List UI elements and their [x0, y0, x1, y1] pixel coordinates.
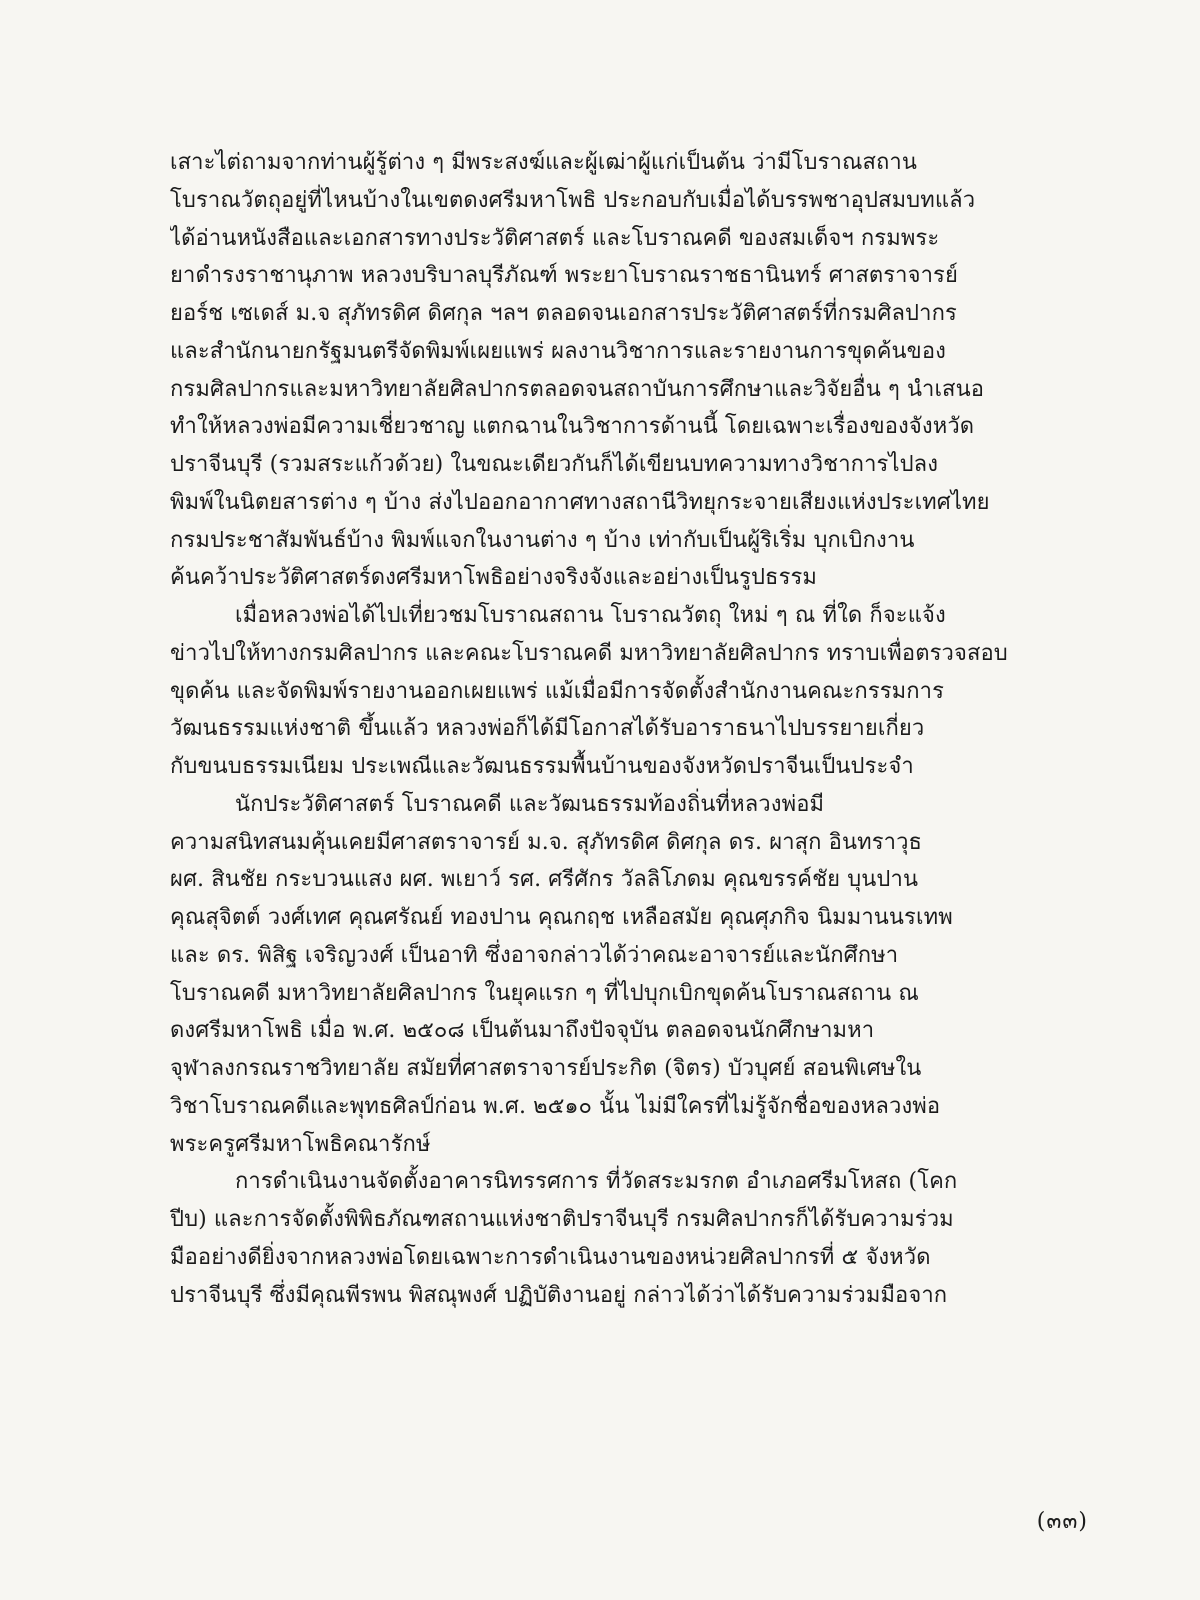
- text-line-16: วัฒนธรรมแห่งชาติ ขึ้นแล้ว หลวงพ่อก็ได้มีโอกาสได้รับอาราธนาไปบรรยายเกี่ยว: [170, 716, 925, 742]
- text-line-24: ดงศรีมหาโพธิ เมื่อ พ.ศ. ๒๕๐๘ เป็นต้นมาถึงปัจจุบัน ตลอดจนนักศึกษามหา: [170, 1018, 875, 1044]
- text-line-28: การดำเนินงานจัดตั้งอาคารนิทรรศการ ที่วัดสระมรกต อำเภอศรีมโหสถ (โคก: [235, 1169, 958, 1195]
- text-line-10: พิมพ์ในนิตยสารต่าง ๆ บ้าง ส่งไปออกอากาศทางสถานีวิทยุกระจายเสียงแห่งประเทศไทย: [170, 489, 990, 515]
- text-line-18: นักประวัติศาสตร์ โบราณคดี และวัฒนธรรมท้องถิ่นที่หลวงพ่อมี: [235, 791, 825, 817]
- text-line-29: ปีบ) และการจัดตั้งพิพิธภัณฑสถานแห่งชาติปราจีนบุรี กรมศิลปากรก็ได้รับความร่วม: [170, 1207, 954, 1232]
- text-line-6: และสำนักนายกรัฐมนตรีจัดพิมพ์เผยแพร่ ผลงานวิชาการและรายงานการขุดค้นของ: [170, 338, 946, 364]
- text-line-30: มืออย่างดียิ่งจากหลวงพ่อโดยเฉพาะการดำเนินงานของหน่วยศิลปากรที่ ๕ จังหวัด: [170, 1244, 931, 1270]
- page-number: (๓๓): [1036, 1509, 1088, 1534]
- text-line-14: ข่าวไปให้ทางกรมศิลปากร และคณะโบราณคดี มหาวิทยาลัยศิลปากร ทราบเพื่อตรวจสอบ: [170, 640, 1008, 666]
- text-line-11: กรมประชาสัมพันธ์บ้าง พิมพ์แจกในงานต่าง ๆ บ้าง เท่ากับเป็นผู้ริเริ่ม บุกเบิกงาน: [170, 527, 915, 553]
- text-line-19: ความสนิทสนมคุ้นเคยมีศาสตราจารย์ ม.จ. สุภัทรดิศ ดิศกุล ดร. ผาสุก อินทราวุธ: [170, 829, 923, 855]
- text-line-12: ค้นคว้าประวัติศาสตร์ดงศรีมหาโพธิอย่างจริงจังและอย่างเป็นรูปธรรม: [170, 565, 818, 591]
- text-line-15: ขุดค้น และจัดพิมพ์รายงานออกเผยแพร่ แม้เมื่อมีการจัดตั้งสำนักงานคณะกรรมการ: [170, 678, 945, 704]
- text-line-21: คุณสุจิตต์ วงศ์เทศ คุณศรัณย์ ทองปาน คุณกฤช เหลือสมัย คุณศุภกิจ นิมมานนรเทพ: [170, 905, 953, 930]
- text-line-23: โบราณคดี มหาวิทยาลัยศิลปากร ในยุคแรก ๆ ที่ไปบุกเบิกขุดค้นโบราณสถาน ณ: [170, 980, 919, 1006]
- text-line-26: วิชาโบราณคดีและพุทธศิลป์ก่อน พ.ศ. ๒๕๑๐ นั้น ไม่มีใครที่ไม่รู้จักชื่อของหลวงพ่อ: [170, 1093, 941, 1119]
- text-line-3: ได้อ่านหนังสือและเอกสารทางประวัติศาสตร์ และโบราณคดี ของสมเด็จฯ กรมพระ: [170, 225, 940, 251]
- text-line-9: ปราจีนบุรี (รวมสระแก้วด้วย) ในขณะเดียวกันก็ได้เขียนบทความทางวิชาการไปลง: [170, 452, 939, 477]
- text-line-5: ยอร์ช เซเดส์ ม.จ สุภัทรดิศ ดิศกุล ฯลฯ ตลอดจนเอกสารประวัติศาสตร์ที่กรมศิลปากร: [170, 301, 957, 326]
- text-line-4: ยาดำรงราชานุภาพ หลวงบริบาลบุรีภัณฑ์ พระยาโบราณราชธานินทร์ ศาสตราจารย์: [170, 263, 958, 289]
- text-line-2: โบราณวัตถุอยู่ที่ไหนบ้างในเขตดงศรีมหาโพธิ ประกอบกับเมื่อได้บรรพชาอุปสมบทแล้ว: [170, 187, 976, 213]
- text-line-27: พระครูศรีมหาโพธิคณารักษ์: [170, 1131, 431, 1157]
- text-line-22: และ ดร. พิสิฐ เจริญวงศ์ เป็นอาทิ ซึ่งอาจกล่าวได้ว่าคณะอาจารย์และนักศึกษา: [170, 942, 899, 968]
- text-line-25: จุฬาลงกรณราชวิทยาลัย สมัยที่ศาสตราจารย์ประกิต (จิตร) บัวบุศย์ สอนพิเศษใน: [170, 1056, 922, 1081]
- text-line-20: ผศ. สินชัย กระบวนแสง ผศ. พเยาว์ รศ. ศรีศักร วัลลิโภดม คุณขรรค์ชัย บุนปาน: [170, 867, 919, 893]
- text-line-17: กับขนบธรรมเนียม ประเพณีและวัฒนธรรมพื้นบ้านของจังหวัดปราจีนเป็นประจำ: [170, 754, 914, 779]
- body-text: [170, 144, 1043, 1314]
- text-line-1: เสาะไต่ถามจากท่านผู้รู้ต่าง ๆ มีพระสงฆ์และผู้เฒ่าผู้แก่เป็นต้น ว่ามีโบราณสถาน: [170, 150, 917, 175]
- text-line-8: ทำให้หลวงพ่อมีความเชี่ยวชาญ แตกฉานในวิชาการด้านนี้ โดยเฉพาะเรื่องของจังหวัด: [170, 414, 975, 440]
- text-line-31: ปราจีนบุรี ซึ่งมีคุณพีรพน พิสณุพงศ์ ปฏิบัติงานอยู่ กล่าวได้ว่าได้รับความร่วมมือจาก: [170, 1282, 948, 1308]
- text-line-13: เมื่อหลวงพ่อได้ไปเที่ยวชมโบราณสถาน โบราณวัตถุ ใหม่ ๆ ณ ที่ใด ก็จะแจ้ง: [235, 603, 946, 628]
- text-line-7: กรมศิลปากรและมหาวิทยาลัยศิลปากรตลอดจนสถาบันการศึกษาและวิจัยอื่น ๆ นำเสนอ: [170, 376, 985, 402]
